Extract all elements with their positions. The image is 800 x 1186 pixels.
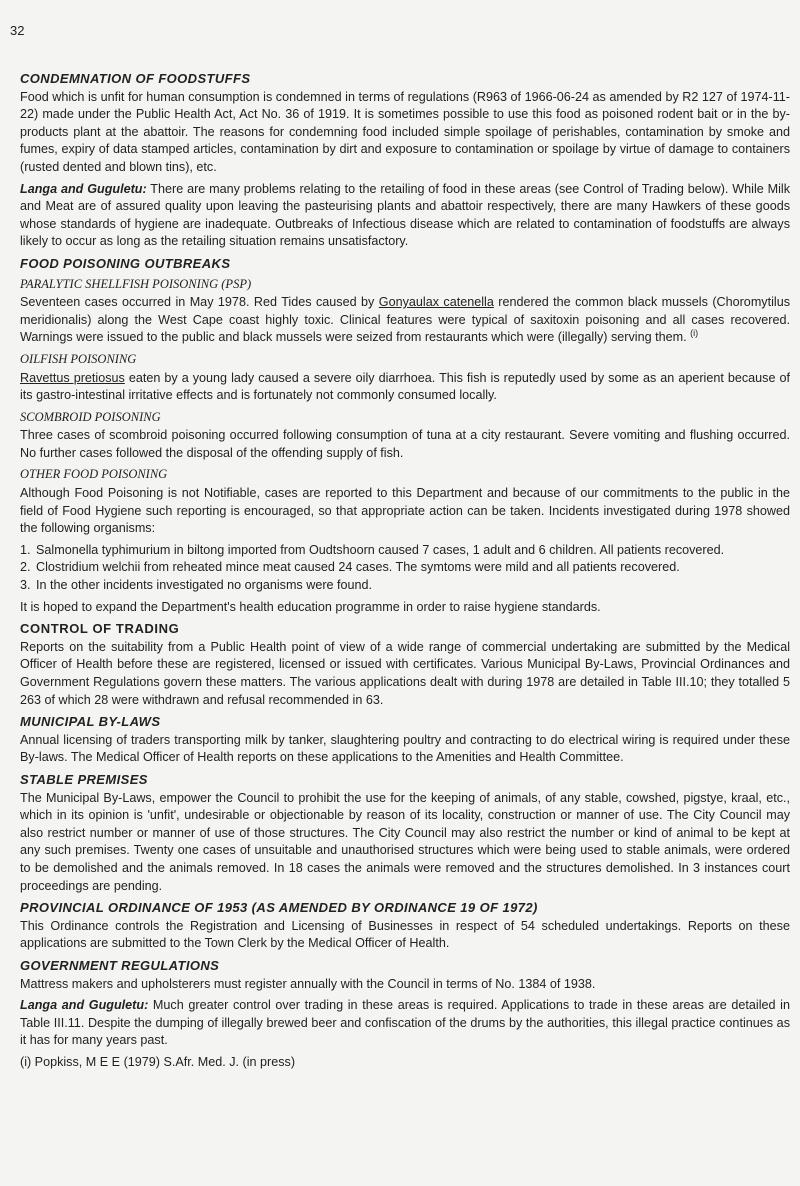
list-item-text: Salmonella typhimurium in biltong imported from Oudtshoorn caused 7 cases, 1 adult and 6 children. All patients recovered.	[36, 542, 725, 557]
stable-premises-paragraph: The Municipal By-Laws, empower the Council to prohibit the use for the keeping of animals, of any stable, cowshed, pigstye, kraal, etc., which in its opinion is 'unfit', undesirable or objectionable by reason of its locality, construction or manner of use. The City Council may also restrict number or manner of use of those structures. The City Council may also restrict the number or kind of animal to be kept at any such premises. Twenty one cases of unsuitable and unauthorised structures which were being used to stable animals, were ordered to be demolished and the animals removed. In 18 cases the animals were removed and the structures demolished. In 3 instances court proceedings are pending.	[20, 790, 790, 893]
list-item	[20, 542, 790, 560]
oilfish-organism: Ravettus pretiosus	[20, 370, 125, 385]
langa-guguletu-text: There are many problems relating to the retailing of food in these areas (see Control of Trading below). While Milk and Meat are of assured quality upon leaving the pasteurising plants and abattoir respectively, there are many Hawkers of these goods whose standards of hygiene are inadequate. Outbreaks of Infectious disease which are related to contamination of foodstuffs are always likely to occur as long as the retailing situation remains unsatisfactory.	[20, 181, 790, 249]
langa-guguletu-lead: Langa and Guguletu:	[20, 181, 147, 196]
mattress-makers-paragraph: Mattress makers and upholsterers must register annually with the Council in terms of No. 1384 of 1938.	[20, 976, 596, 991]
psp-text-a: Seventeen cases occurred in May 1978. Red Tides caused by	[20, 295, 379, 310]
footnote: (i) Popkiss, M E E (1979) S.Afr. Med. J. (in press)	[20, 1054, 296, 1069]
heading-food-poisoning-outbreaks: FOOD POISONING OUTBREAKS	[20, 255, 231, 271]
page-number: 32	[10, 23, 25, 38]
heading-municipal-by-laws: MUNICIPAL BY-LAWS	[20, 714, 161, 730]
list-item-text: In the other incidents investigated no organisms were found.	[36, 578, 373, 593]
list-item-text: Clostridium welchii from reheated mince meat caused 24 cases. The symtoms were mild and all patients recovered.	[36, 560, 680, 575]
langa-guguletu-trading-paragraph	[20, 997, 790, 1050]
subheading-oilfish: OILFISH POISONING	[20, 351, 137, 366]
list-item	[20, 577, 790, 595]
municipal-by-laws-paragraph: Annual licensing of traders transporting milk by tanker, slaughtering poultry and contracting to do electrical wiring is required under these By-laws. The Medical Officer of Health reports on these applications to the Amenities and Health Committee.	[20, 732, 790, 765]
subheading-scombroid: SCOMBROID POISONING	[20, 409, 161, 424]
list-item-number: 3.	[20, 578, 31, 593]
langa-guguletu-trading-text: Much greater control over trading in these areas is required. Applications to trade in these areas are detailed in Table III.11. Despite the dumping of illegally brewed beer and confiscation of the drums by the authorities, this illegal practice continues as it has for many years past.	[20, 998, 790, 1048]
oilfish-paragraph	[20, 370, 790, 405]
provincial-ordinance-paragraph: This Ordinance controls the Registration and Licensing of Businesses in respect of 54 scheduled undertakings. Reports on these applications are submitted to the Town Clerk by the Medical Officer of Health.	[20, 918, 790, 951]
list-item	[20, 559, 790, 577]
heading-control-of-trading: CONTROL OF TRADING	[20, 621, 180, 637]
heading-provincial-ordinance: PROVINCIAL ORDINANCE OF 1953 (AS AMENDED BY ORDINANCE 19 OF 1972)	[20, 900, 538, 916]
condemnation-paragraph: Food which is unfit for human consumption is condemned in terms of regulations (R963 of 1966-06-24 as amended by R2 127 of 1974-11-22) made under the Public Health Act, Act No. 36 of 1919. It is sometimes possible to use this food as poisoned rodent bait or in the by-products plant at the abattoir. The reasons for condemning food included simple spoilage of perishables, contamination by smoke and fumes, expiry of data stamped articles, contamination by dirt and exposure to contamination or spoilage by virtue of damage to containers (rusted dented and blown tins), etc.	[20, 89, 790, 174]
control-of-trading-paragraph: Reports on the suitability from a Public Health point of view of a wide range of commercial undertaking are submitted by the Medical Officer of Health before these are registered, licensed or issued with certificates. Various Municipal By-Laws, Provincial Ordinances and Government Regulations govern these matters. The various applications dealt with during 1978 are detailed in Table III.10; they totalled 5 263 of which 28 were withdrawn and refusal recommended in 63.	[20, 639, 790, 707]
subheading-psp: PARALYTIC SHELLFISH POISONING (PSP)	[20, 276, 252, 291]
health-education-paragraph: It is hoped to expand the Department's health education programme in order to raise hygiene standards.	[20, 599, 601, 614]
heading-condemnation: CONDEMNATION OF FOODSTUFFS	[20, 71, 251, 86]
list-item-number: 1.	[20, 542, 31, 557]
footnote-ref: (i)	[690, 328, 699, 339]
psp-organism: Gonyaulax catenella	[378, 295, 494, 310]
psp-paragraph	[20, 294, 790, 347]
other-food-poisoning-paragraph: Although Food Poisoning is not Notifiable, cases are reported to this Department and because of our commitments to the public in the field of Food Hygiene such reporting is encouraged, so that appropriate action can be taken. Incidents investigated during 1978 showed the following organisms:	[20, 486, 790, 536]
oilfish-text: eaten by a young lady caused a severe oily diarrhoea. This fish is reputedly used by some as an aperient because of its gastro-intestinal irritative effects and is fortunately not commonly consumed locally.	[20, 370, 790, 403]
scombroid-paragraph: Three cases of scombroid poisoning occurred following consumption of tuna at a city restaurant. Severe vomiting and flushing occurred. No further cases followed the disposal of the offending supply of fish.	[20, 428, 790, 460]
subheading-other-food-poisoning: OTHER FOOD POISONING	[20, 467, 168, 482]
psp-text-b: rendered the common black mussels (Choromytilus meridionalis) along the West Cape coast highly toxic. Clinical features were typical of saxitoxin poisoning and all cases recovered. Warnings were issued to the public and black mussels were seized from restaurants which were (illegally) serving them.	[20, 295, 790, 345]
langa-guguletu-trading-lead: Langa and Guguletu:	[20, 998, 149, 1013]
page-content	[20, 68, 790, 1075]
langa-guguletu-paragraph	[20, 181, 790, 251]
heading-government-regulations: GOVERNMENT REGULATIONS	[20, 957, 220, 973]
organism-list	[20, 542, 790, 595]
list-item-number: 2.	[20, 560, 31, 575]
heading-stable-premises: STABLE PREMISES	[20, 771, 148, 787]
